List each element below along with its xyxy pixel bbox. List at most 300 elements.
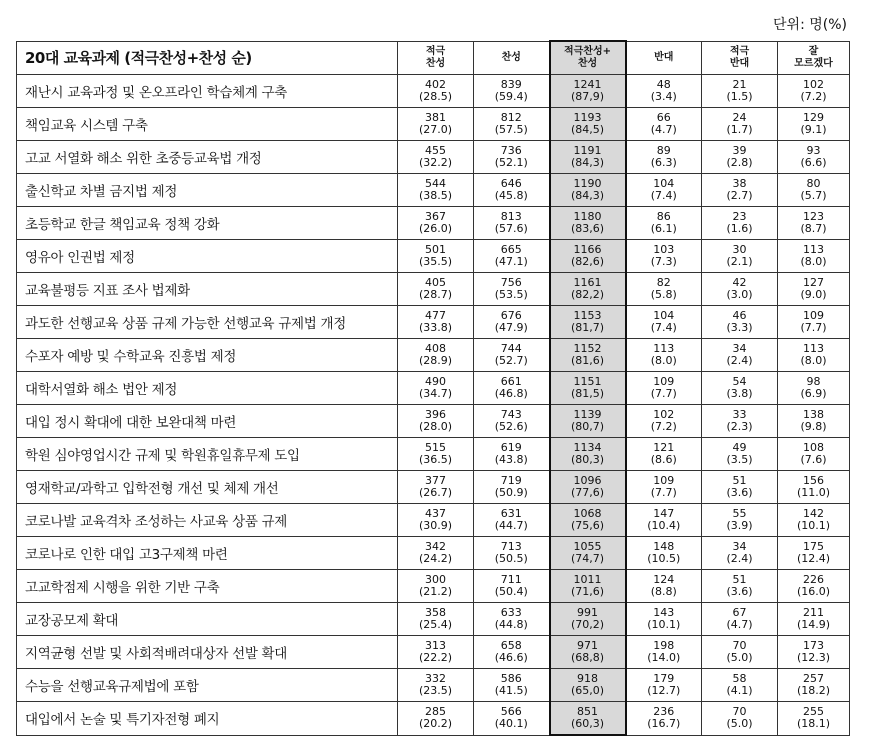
cell-percent: (5.7) [800,189,827,202]
item-label: 과도한 선행교육 상품 규제 가능한 선행교육 규제법 개정 [17,306,398,339]
cell-percent: (32.2) [418,156,453,169]
cell-percent: (21.2) [418,585,453,598]
cell-percent: (12.3) [796,651,831,664]
cell-unsure [778,75,850,108]
cell-percent: (59.4) [494,90,528,103]
cell-count: 86 [656,210,671,223]
cell-count: 744 [500,342,522,355]
cell-agree [474,108,550,141]
cell-strong-agree [398,669,474,702]
cell-percent: (7.3) [650,255,677,268]
cell-strong-agree [398,537,474,570]
cell-count: 342 [425,540,446,553]
cell-percent: (18.2) [796,684,831,697]
cell-count: 405 [425,276,446,289]
cell-count: 255 [803,705,824,719]
cell-percent: (6.1) [650,222,677,235]
cell-percent: (40.1) [494,717,528,731]
cell-count: 1151 [573,375,602,388]
cell-total-agree [550,636,626,669]
cell-unsure [778,636,850,669]
survey-table [16,40,850,736]
cell-agree [474,669,550,702]
cell-strong-disagree [702,405,778,438]
cell-disagree [626,75,702,108]
cell-strong-disagree [702,306,778,339]
cell-percent: (38.5) [418,189,453,202]
cell-strong-disagree [702,372,778,405]
column-header-line: 적극 [425,45,446,57]
cell-count: 918 [577,672,598,685]
cell-disagree [626,504,702,537]
cell-percent: (6.9) [800,387,827,400]
unit-label: 단위: 명(%) [773,17,847,33]
cell-percent: (82,6) [570,255,605,268]
cell-count: 402 [425,78,446,91]
cell-percent: (60,3) [570,717,605,730]
cell-total-agree [550,273,626,306]
cell-agree [474,405,550,438]
cell-count: 42 [732,276,747,289]
cell-count: 46 [732,309,747,322]
cell-percent: (12.7) [647,684,681,697]
cell-agree [474,372,550,405]
column-header-total-agree [550,41,626,75]
cell-count: 82 [656,276,671,289]
cell-count: 1153 [573,309,602,322]
cell-count: 813 [500,210,522,223]
cell-count: 103 [653,243,675,256]
cell-percent: (47.1) [494,255,528,268]
cell-count: 1180 [573,210,602,223]
cell-count: 34 [732,342,747,355]
cell-strong-disagree [702,75,778,108]
cell-percent: (84,3) [570,189,605,202]
cell-count: 109 [653,375,675,388]
cell-strong-disagree [702,174,778,207]
cell-percent: (65,0) [570,684,605,697]
cell-percent: (10.1) [647,618,681,631]
cell-agree [474,636,550,669]
cell-total-agree [550,306,626,339]
cell-percent: (50.4) [494,585,528,598]
cell-percent: (5.8) [650,288,677,301]
cell-disagree [626,174,702,207]
cell-percent: (9.0) [800,288,827,301]
cell-unsure [778,108,850,141]
cell-disagree [626,306,702,339]
cell-percent: (71,6) [570,585,605,598]
cell-count: 1134 [573,441,602,454]
cell-count: 39 [732,144,747,157]
cell-strong-disagree [702,240,778,273]
cell-unsure [778,339,850,372]
cell-unsure [778,141,850,174]
cell-percent: (84,3) [570,156,605,169]
cell-count: 58 [732,672,747,685]
cell-count: 1191 [573,144,602,157]
cell-strong-disagree [702,504,778,537]
cell-percent: (7.4) [650,189,677,202]
cell-percent: (6.6) [800,156,827,169]
cell-strong-agree [398,438,474,471]
table-row [17,240,850,273]
cell-strong-disagree [702,471,778,504]
cell-count: 971 [577,639,598,652]
cell-percent: (43.8) [494,453,528,466]
cell-count: 51 [732,573,747,586]
cell-count: 1241 [573,78,602,91]
cell-count: 30 [732,243,747,256]
cell-count: 586 [500,672,522,685]
table-title: 20대 교육과제 (적극찬성+찬성 순) [17,41,398,75]
cell-total-agree [550,471,626,504]
cell-disagree [626,207,702,240]
item-label: 교장공모제 확대 [17,603,398,636]
cell-count: 408 [425,342,446,355]
cell-percent: (30.9) [418,519,453,532]
cell-agree [474,207,550,240]
cell-count: 633 [500,606,522,619]
column-header-line: 찬성 [577,58,598,69]
cell-percent: (12.4) [796,552,831,565]
item-label: 대입 정시 확대에 대한 보완대책 마련 [17,405,398,438]
cell-count: 33 [732,408,747,421]
table-row [17,339,850,372]
table-row [17,702,850,736]
cell-percent: (53.5) [494,288,528,301]
cell-percent: (7.4) [650,321,677,334]
cell-strong-agree [398,240,474,273]
item-label: 출신학교 차별 금지법 제정 [17,174,398,207]
cell-count: 743 [500,408,522,421]
cell-percent: (87,9) [570,90,605,103]
cell-percent: (3.5) [726,453,753,466]
cell-count: 89 [656,144,671,157]
cell-count: 490 [425,375,446,388]
cell-percent: (74,7) [570,552,605,565]
cell-strong-disagree [702,636,778,669]
cell-strong-agree [398,306,474,339]
cell-agree [474,471,550,504]
cell-percent: (27.0) [418,123,453,136]
cell-percent: (23.5) [418,684,453,697]
cell-count: 113 [803,342,824,355]
item-label: 교육불평등 지표 조사 법제화 [17,273,398,306]
cell-total-agree [550,141,626,174]
cell-percent: (81,7) [570,321,605,334]
cell-disagree [626,603,702,636]
cell-unsure [778,669,850,702]
column-header-line: 적극찬성+ [563,46,612,57]
cell-count: 104 [653,177,675,190]
cell-count: 719 [500,474,522,487]
table-row [17,405,850,438]
cell-total-agree [550,339,626,372]
cell-strong-disagree [702,273,778,306]
cell-count: 1190 [573,177,602,190]
cell-count: 1152 [573,342,602,355]
item-label: 코로나발 교육격차 조성하는 사교육 상품 규제 [17,504,398,537]
cell-count: 501 [425,243,446,256]
cell-count: 109 [653,474,675,487]
cell-count: 226 [803,573,824,586]
cell-count: 70 [732,705,747,719]
cell-count: 147 [653,507,675,520]
cell-percent: (77,6) [570,486,605,499]
cell-unsure [778,702,850,736]
cell-count: 300 [425,573,446,586]
cell-percent: (57.6) [494,222,528,235]
cell-count: 108 [803,441,824,454]
cell-percent: (16.0) [796,585,831,598]
cell-percent: (7.7) [650,387,677,400]
cell-percent: (5.0) [726,651,753,664]
cell-unsure [778,537,850,570]
cell-total-agree [550,504,626,537]
cell-percent: (28.7) [418,288,453,301]
cell-count: 437 [425,507,446,520]
cell-total-agree [550,669,626,702]
table-row [17,174,850,207]
table-body [17,75,850,736]
cell-count: 991 [577,606,598,619]
column-header-disagree [626,41,702,75]
item-label: 재난시 교육과정 및 온오프라인 학습체계 구축 [17,75,398,108]
cell-total-agree [550,537,626,570]
cell-strong-disagree [702,438,778,471]
cell-percent: (7.2) [800,90,827,103]
column-header-strong-disagree [702,41,778,75]
cell-unsure [778,273,850,306]
cell-agree [474,504,550,537]
table-row [17,570,850,603]
cell-count: 619 [500,441,522,454]
cell-count: 1139 [573,408,602,421]
cell-count: 55 [732,507,747,520]
column-header-line: 반대 [729,57,750,69]
cell-percent: (3.6) [726,486,753,499]
cell-percent: (7.7) [800,321,827,334]
cell-percent: (20.2) [418,717,453,731]
column-header-line: 찬성 [425,57,446,69]
cell-count: 138 [803,408,824,421]
cell-disagree [626,702,702,736]
cell-count: 1193 [573,111,602,124]
cell-percent: (50.9) [494,486,528,499]
cell-count: 1096 [573,474,602,487]
cell-count: 839 [500,78,522,91]
cell-percent: (84,5) [570,123,605,136]
cell-disagree [626,108,702,141]
table-row [17,273,850,306]
cell-unsure [778,570,850,603]
cell-count: 113 [803,243,824,256]
cell-percent: (28.0) [418,420,453,433]
cell-percent: (26.7) [418,486,453,499]
cell-count: 713 [500,540,522,553]
cell-percent: (28.9) [418,354,453,367]
cell-count: 48 [656,78,671,91]
cell-strong-disagree [702,207,778,240]
cell-strong-disagree [702,570,778,603]
cell-percent: (2.1) [726,255,753,268]
cell-count: 566 [500,705,522,719]
cell-agree [474,240,550,273]
cell-percent: (8.8) [650,585,677,598]
cell-strong-agree [398,570,474,603]
cell-percent: (18.1) [796,717,831,731]
cell-percent: (16.7) [647,717,681,731]
cell-percent: (3.8) [726,387,753,400]
cell-strong-disagree [702,339,778,372]
table-row [17,669,850,702]
table-row [17,603,850,636]
cell-percent: (2.3) [726,420,753,433]
column-header-line: 찬성 [501,51,521,63]
cell-percent: (8.7) [800,222,827,235]
cell-count: 711 [500,573,522,586]
cell-disagree [626,636,702,669]
cell-percent: (8.0) [650,354,677,367]
cell-count: 156 [803,474,824,487]
cell-percent: (2.8) [726,156,753,169]
cell-count: 54 [732,375,747,388]
cell-percent: (8.6) [650,453,677,466]
cell-total-agree [550,75,626,108]
cell-count: 98 [806,375,821,388]
cell-total-agree [550,372,626,405]
cell-strong-agree [398,471,474,504]
cell-count: 1055 [573,540,602,553]
table-row [17,372,850,405]
cell-strong-agree [398,339,474,372]
cell-count: 104 [653,309,675,322]
cell-agree [474,603,550,636]
cell-disagree [626,141,702,174]
cell-percent: (4.7) [726,618,753,631]
cell-strong-agree [398,372,474,405]
cell-percent: (5.0) [726,717,753,731]
column-header-line: 잘 [808,45,819,57]
cell-strong-disagree [702,603,778,636]
cell-percent: (80,7) [570,420,605,433]
table-row [17,306,850,339]
cell-count: 676 [500,309,522,322]
cell-strong-agree [398,273,474,306]
cell-agree [474,306,550,339]
cell-percent: (7.6) [800,453,827,466]
cell-disagree [626,669,702,702]
cell-count: 66 [656,111,671,124]
cell-percent: (45.8) [494,189,528,202]
cell-percent: (3.3) [726,321,753,334]
cell-count: 23 [732,210,747,223]
cell-disagree [626,372,702,405]
cell-percent: (2.4) [726,552,753,565]
item-label: 영유아 인권법 제정 [17,240,398,273]
cell-percent: (4.1) [726,684,753,697]
cell-unsure [778,240,850,273]
cell-total-agree [550,405,626,438]
cell-percent: (7.2) [650,420,677,433]
cell-count: 1011 [573,573,602,586]
cell-count: 173 [803,639,824,652]
cell-count: 70 [732,639,747,652]
cell-count: 211 [803,606,824,619]
cell-count: 285 [425,705,446,719]
table-row [17,537,850,570]
cell-percent: (82,2) [570,288,605,301]
cell-agree [474,75,550,108]
cell-percent: (81,5) [570,387,605,400]
cell-percent: (1.7) [726,123,753,136]
cell-percent: (75,6) [570,519,605,532]
cell-count: 477 [425,309,446,322]
cell-count: 236 [653,705,675,719]
cell-count: 665 [500,243,522,256]
cell-count: 646 [500,177,522,190]
table-row [17,207,850,240]
cell-count: 198 [653,639,675,652]
cell-count: 1161 [573,276,602,289]
cell-count: 544 [425,177,446,190]
cell-percent: (3.0) [726,288,753,301]
column-header-agree [474,41,550,75]
item-label: 고교 서열화 해소 위한 초중등교육법 개정 [17,141,398,174]
cell-agree [474,570,550,603]
cell-percent: (35.5) [418,255,453,268]
cell-percent: (3.6) [726,585,753,598]
cell-count: 455 [425,144,446,157]
column-header-unsure [778,41,850,75]
cell-strong-disagree [702,537,778,570]
cell-unsure [778,207,850,240]
table-row [17,636,850,669]
cell-strong-agree [398,141,474,174]
cell-percent: (52.7) [494,354,528,367]
cell-count: 756 [500,276,522,289]
cell-unsure [778,405,850,438]
cell-count: 102 [803,78,824,91]
cell-percent: (70,2) [570,618,605,631]
cell-total-agree [550,603,626,636]
cell-total-agree [550,207,626,240]
item-label: 수포자 예방 및 수학교육 진흥법 제정 [17,339,398,372]
cell-percent: (1.5) [726,90,753,103]
cell-strong-disagree [702,141,778,174]
cell-strong-agree [398,207,474,240]
cell-total-agree [550,570,626,603]
cell-unsure [778,372,850,405]
cell-agree [474,174,550,207]
cell-total-agree [550,240,626,273]
cell-strong-disagree [702,108,778,141]
cell-count: 127 [803,276,824,289]
cell-percent: (68,8) [570,651,605,664]
cell-count: 257 [803,672,824,685]
cell-disagree [626,339,702,372]
cell-strong-agree [398,174,474,207]
cell-percent: (7.7) [650,486,677,499]
cell-strong-agree [398,603,474,636]
cell-percent: (24.2) [418,552,453,565]
cell-unsure [778,504,850,537]
cell-percent: (11.0) [796,486,831,499]
cell-disagree [626,471,702,504]
cell-strong-agree [398,702,474,736]
table-row [17,108,850,141]
